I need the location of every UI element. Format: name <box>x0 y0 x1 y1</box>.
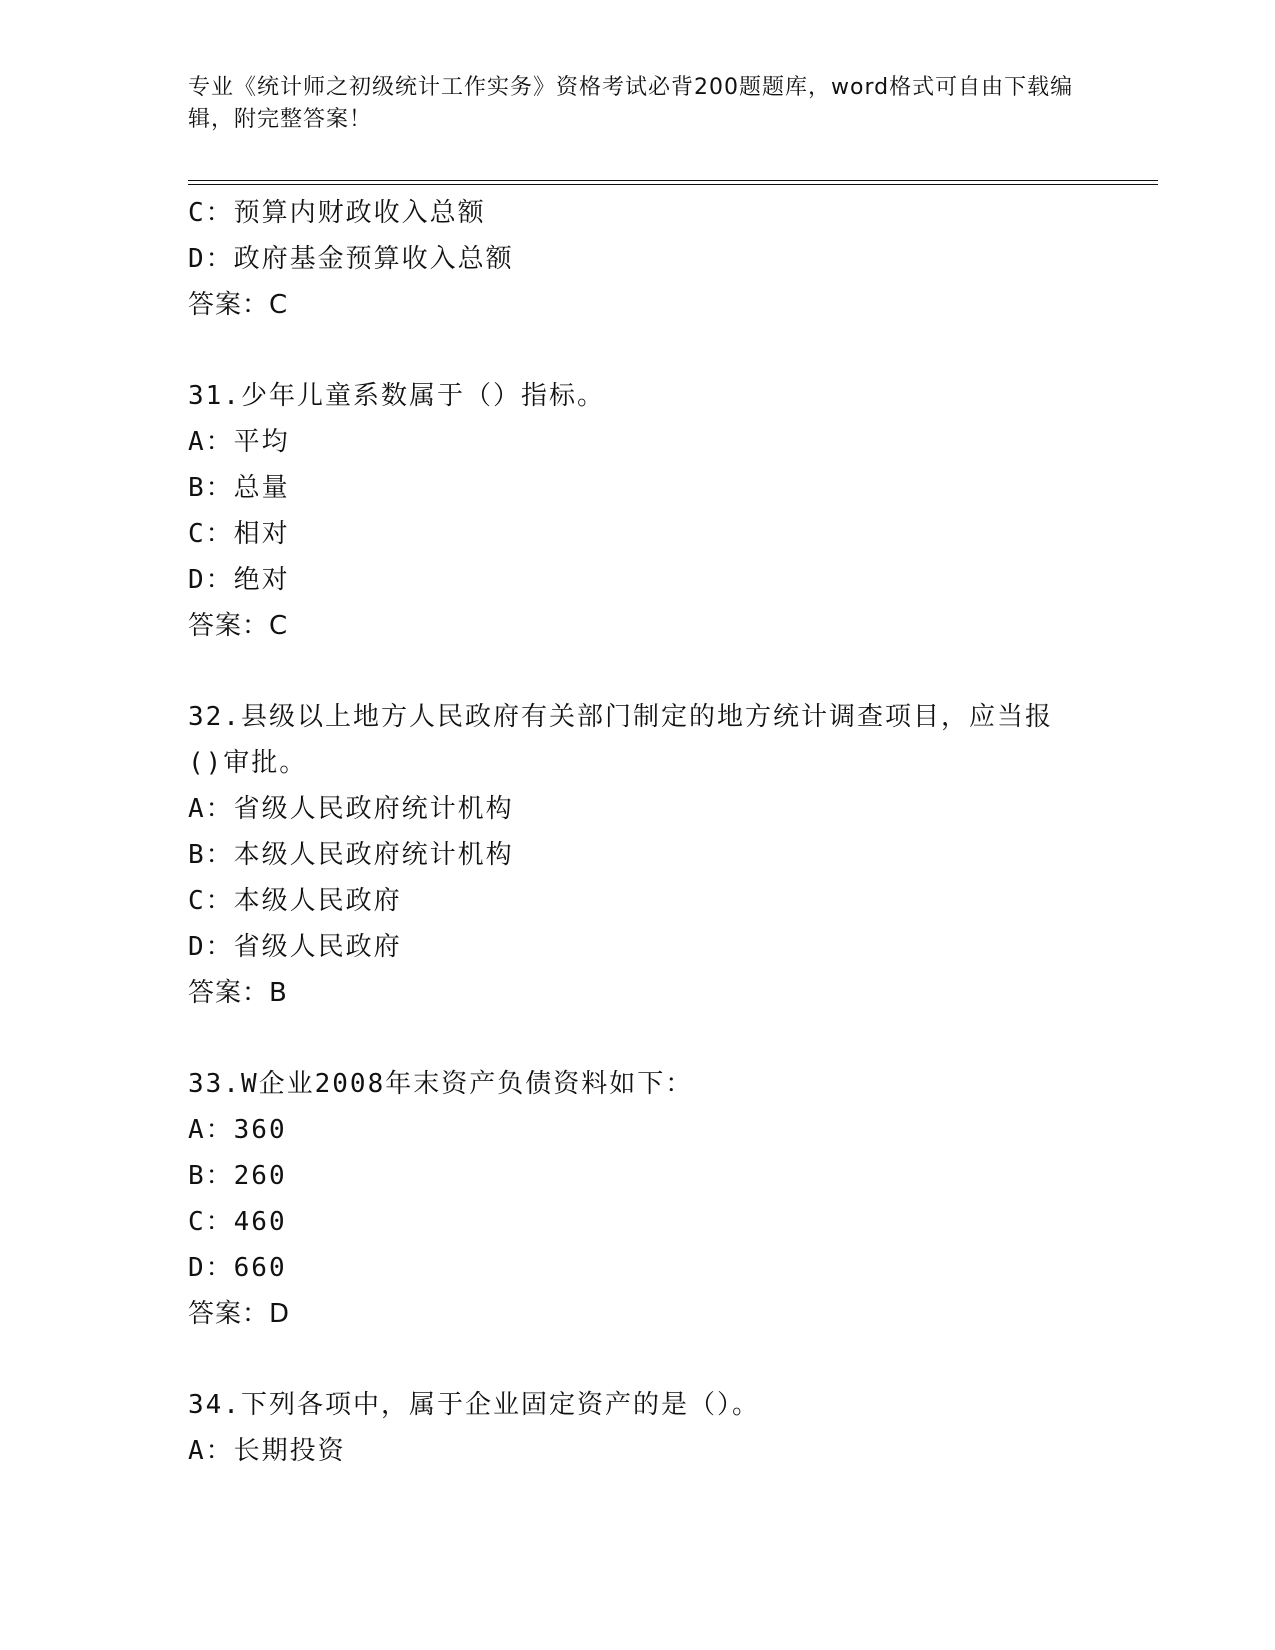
previous-question-tail <box>188 190 1088 328</box>
option-a: A：360 <box>188 1115 287 1145</box>
option-a: A：省级人民政府统计机构 <box>188 794 514 824</box>
answer: 答案：C <box>188 611 289 641</box>
question-stem: 31.少年儿童系数属于（）指标。 <box>188 381 605 411</box>
option-d: D：660 <box>188 1253 287 1283</box>
option-c: C：相对 <box>188 519 290 549</box>
option-b: B：本级人民政府统计机构 <box>188 840 514 870</box>
option-b: B：260 <box>188 1161 287 1191</box>
option-a: A：平均 <box>188 427 290 457</box>
question-stem: 32.县级以上地方人民政府有关部门制定的地方统计调查项目，应当报()审批。 <box>188 702 1053 778</box>
header-divider-top <box>188 180 1158 181</box>
option-d: D：政府基金预算收入总额 <box>188 244 514 274</box>
answer: 答案：C <box>188 290 289 320</box>
option-c: C：460 <box>188 1207 287 1237</box>
question-33 <box>188 1061 1088 1337</box>
question-stem: 34.下列各项中，属于企业固定资产的是（）。 <box>188 1390 760 1420</box>
answer: 答案：B <box>188 978 288 1008</box>
answer: 答案：D <box>188 1299 291 1329</box>
option-d: D：绝对 <box>188 565 290 595</box>
option-c: C：预算内财政收入总额 <box>188 198 486 228</box>
option-c: C：本级人民政府 <box>188 886 402 916</box>
document-header <box>188 72 1088 136</box>
option-b: B：总量 <box>188 473 290 503</box>
header-divider-bottom <box>188 184 1158 185</box>
question-32 <box>188 694 1088 1016</box>
header-title: 专业《统计师之初级统计工作实务》资格考试必背200题题库，word格式可自由下载编辑，附完整答案！ <box>188 75 1074 132</box>
option-a: A：长期投资 <box>188 1436 346 1466</box>
question-31 <box>188 373 1088 649</box>
option-d: D：省级人民政府 <box>188 932 402 962</box>
question-list <box>188 190 1088 1474</box>
question-34 <box>188 1382 1088 1474</box>
question-stem: 33.W企业2008年末资产负债资料如下： <box>188 1069 694 1099</box>
